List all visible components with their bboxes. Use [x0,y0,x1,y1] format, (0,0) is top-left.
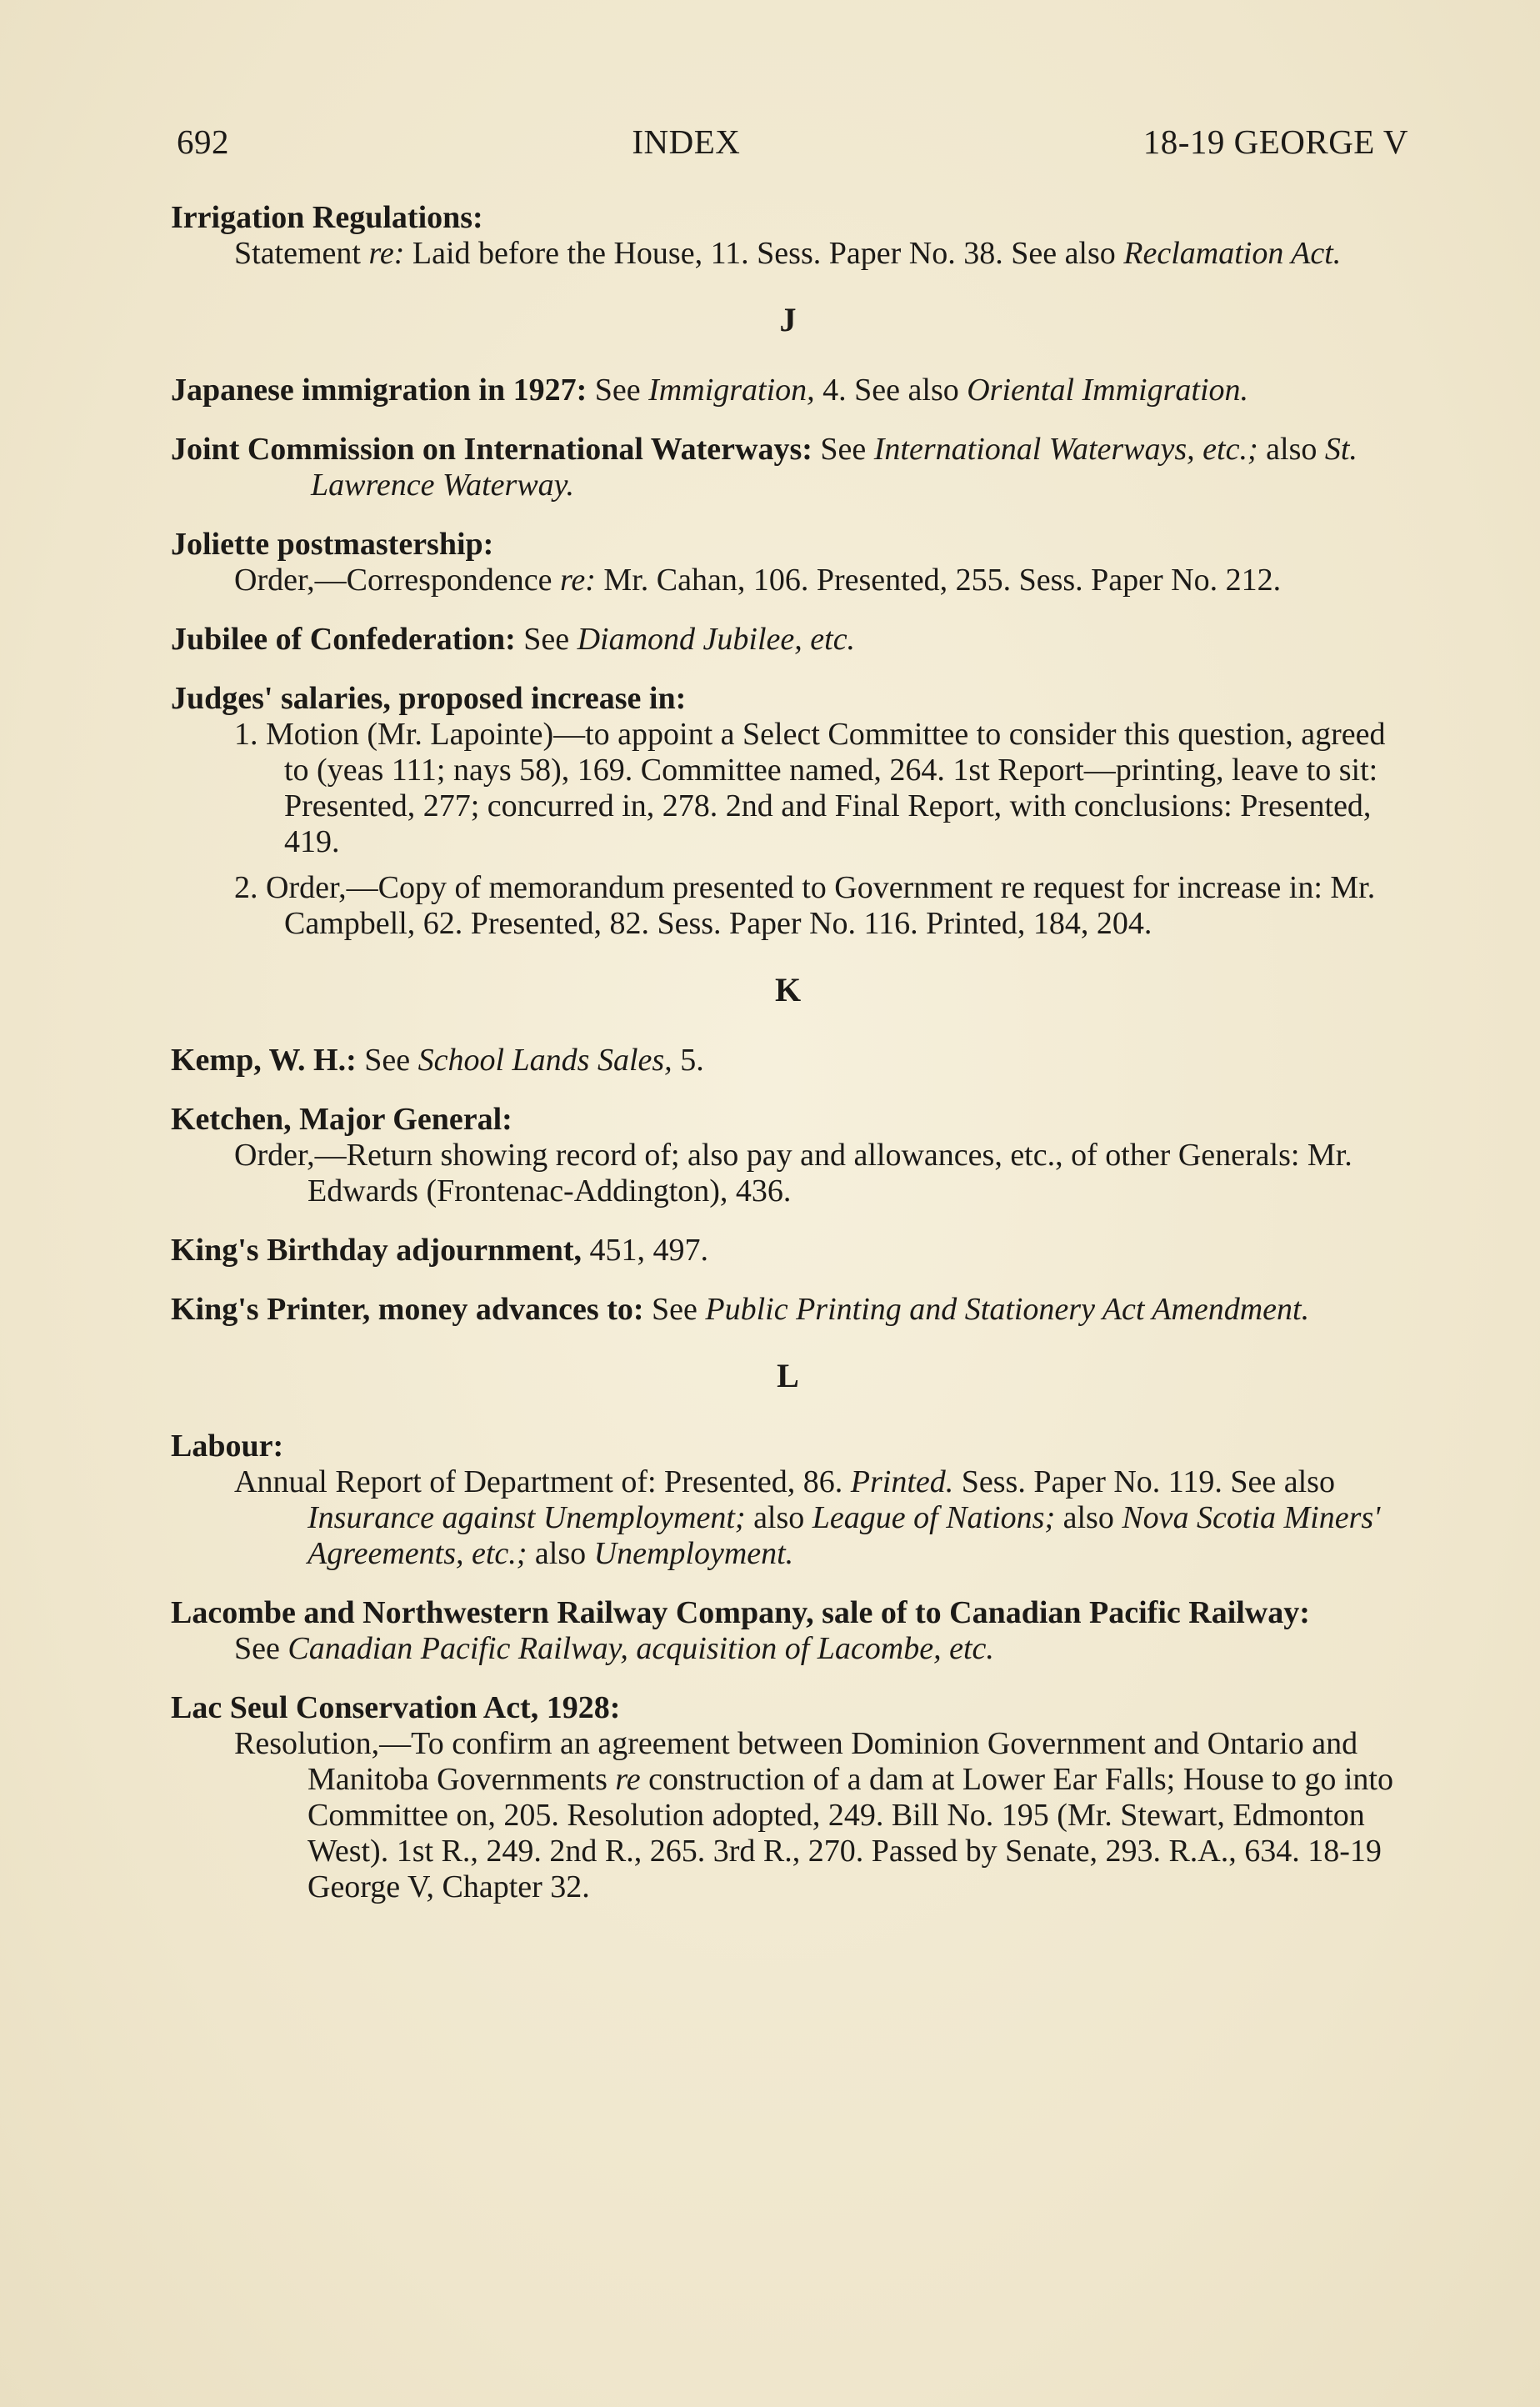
index-entry: Jubilee of Confederation: See Diamond Jubilee, etc. [171,622,856,657]
entry-detail: See Canadian Pacific Railway, acquisition of Lacombe, etc. [234,1631,994,1666]
entry-detail: Resolution,—To confirm an agreement between Dominion Government and Ontario and Manitoba Governments re construction of a dam at Lower Ear Falls; House to go into Committee on, 205. Resolution adopted, 249. Bill No. 195 (Mr. Stewart, Edmonton West). 1st R., 249. 2nd R., 265. 3rd R., 270. Passed by Senate, 293. R.A., 634. 18-19 George V, Chapter 32. [234,1726,1393,1904]
index-entry [171,1102,1405,1209]
entry-heading: Joliette postmastership: [171,527,494,562]
index-entry: Kemp, W. H.: See School Lands Sales, 5. [171,1043,704,1078]
index-entry [171,1595,1405,1667]
page-number: 692 [177,123,229,161]
entry-heading: Lac Seul Conservation Act, 1928: [171,1690,621,1725]
entry-heading: Labour: [171,1429,284,1464]
index-entry: Joint Commission on International Waterways: See International Waterways, etc.; also St. Lawrence Waterway. [171,432,1358,503]
page-title: INDEX [632,123,741,161]
index-content [171,200,1405,1929]
numbered-item: 2. Order,—Copy of memorandum presented to Government re request for increase in: Mr. Campbell, 62. Presented, 82. Sess. Paper No. 116. Printed, 184, 204. [234,870,1376,941]
section-letter: K [774,971,802,1008]
index-entry [171,1690,1405,1905]
session-label: 18-19 GEORGE V [1142,123,1408,161]
index-entry [171,527,1405,598]
section-letter: J [779,301,797,338]
entry-heading: Lacombe and Northwestern Railway Company, sale of to Canadian Pacific Railway: [171,1595,1310,1630]
numbered-item: 1. Motion (Mr. Lapointe)—to appoint a Select Committee to consider this question, agreed to (yeas 111; nays 58), 169. Committee named, 264. 1st Report—printing, leave to sit: Presented, 277; concurred in, 278. 2nd and Final Report, with conclusions: Presented, 419. [234,717,1386,859]
entry-detail: Order,—Correspondence re: Mr. Cahan, 106. Presented, 255. Sess. Paper No. 212. [234,563,1282,598]
page-header [177,122,1408,162]
index-entry [171,1429,1405,1572]
entry-heading: Irrigation Regulations: [171,200,483,235]
index-entry [171,681,1405,942]
section-letter: L [777,1357,799,1394]
entry-detail: Order,—Return showing record of; also pay and allowances, etc., of other Generals: Mr. Edwards (Frontenac-Addington), 436. [234,1138,1352,1209]
index-entry: Japanese immigration in 1927: See Immigration, 4. See also Oriental Immigration. [171,373,1249,408]
entry-detail: Annual Report of Department of: Presented, 86. Printed. Sess. Paper No. 119. See also Insurance against Unemployment; also League of Nations; also Nova Scotia Miners' Agreements, etc.; also Unemployment. [234,1464,1381,1571]
index-entry: King's Printer, money advances to: See Public Printing and Stationery Act Amendment. [171,1292,1310,1327]
index-entry: King's Birthday adjournment, 451, 497. [171,1233,709,1268]
entry-detail: Statement re: Laid before the House, 11. Sess. Paper No. 38. See also Reclamation Act. [234,236,1342,271]
index-entry [171,200,1405,272]
entry-heading: Judges' salaries, proposed increase in: [171,681,687,716]
entry-heading: Ketchen, Major General: [171,1102,512,1137]
